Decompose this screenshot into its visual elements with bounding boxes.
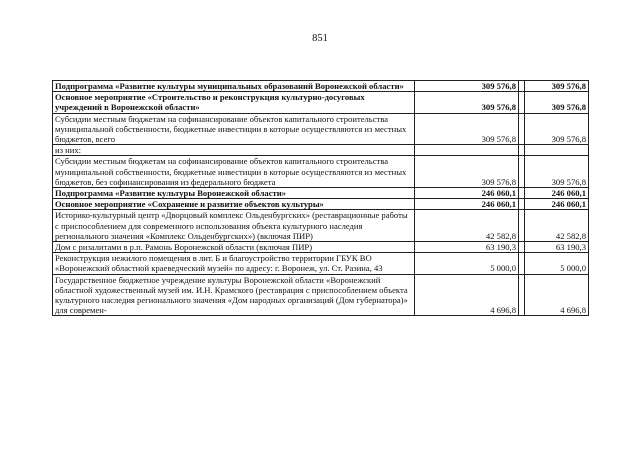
row-value-cell: 246 060,1 (415, 188, 519, 199)
table-row (53, 81, 589, 92)
table-row (53, 210, 589, 242)
table-row (53, 145, 589, 156)
table-row (53, 274, 589, 316)
row-total-cell: 246 060,1 (525, 188, 589, 199)
row-total-cell: 4 696,8 (525, 274, 589, 316)
budget-table-body (53, 81, 589, 316)
row-value-cell: 309 576,8 (415, 113, 519, 145)
row-name-cell: Основное мероприятие «Сохранение и развитие объектов культуры» (53, 199, 415, 210)
table-row (53, 199, 589, 210)
row-value-cell: 42 582,8 (415, 210, 519, 242)
table-row (53, 113, 589, 145)
table-row (53, 253, 589, 274)
row-total-cell: 42 582,8 (525, 210, 589, 242)
table-row (53, 188, 589, 199)
row-name-cell: Государственное бюджетное учреждение культуры Воронежской области «Воронежский областной художественный музей им. И.Н. Крамского (реставрация с приспособлением объекта культурного наследия регионального значения «Дом народных организаций (Дом губернатора)» для современ- (53, 274, 415, 316)
row-value-cell: 309 576,8 (415, 92, 519, 113)
table-row (53, 156, 589, 188)
row-name-cell: Подпрограмма «Развитие культуры Воронежской области» (53, 188, 415, 199)
row-value-cell: 309 576,8 (415, 81, 519, 92)
row-name-cell: Субсидии местным бюджетам на софинансирование объектов капитального строительства муниципальной собственности, бюджетные инвестиции в которые осуществляются из местных бюджетов, всего (53, 113, 415, 145)
row-value-cell: 5 000,0 (415, 253, 519, 274)
row-value-cell: 4 696,8 (415, 274, 519, 316)
row-value-cell: 63 190,3 (415, 242, 519, 253)
row-name-cell: Реконструкция нежилого помещения в лит. Б и благоустройство территории ГБУК ВО «Воронежский областной краеведческий музей» по адресу: г. Воронеж, ул. Ст. Разина, 43 (53, 253, 415, 274)
row-total-cell: 5 000,0 (525, 253, 589, 274)
row-name-cell: Субсидии местным бюджетам на софинансирование объектов капитального строительства муниципальной собственности, бюджетные инвестиции в которые осуществляются из местных бюджетов, без софинансирования из федерального бюджета (53, 156, 415, 188)
table-row (53, 92, 589, 113)
row-total-cell: 309 576,8 (525, 113, 589, 145)
row-total-cell (525, 145, 589, 156)
table-row (53, 242, 589, 253)
row-total-cell: 246 060,1 (525, 199, 589, 210)
row-name-cell: Дом с ризалитами в р.п. Рамонь Воронежской области (включая ПИР) (53, 242, 415, 253)
budget-table (52, 80, 589, 316)
row-total-cell: 309 576,8 (525, 92, 589, 113)
row-name-cell: Историко-культурный центр «Дворцовый комплекс Ольденбургских» (реставрационные работы с приспособлением для современного использования объекта культурного наследия регионального значения «Комплекс Ольденбургских») (включая ПИР) (53, 210, 415, 242)
row-value-cell (415, 145, 519, 156)
row-total-cell: 309 576,8 (525, 156, 589, 188)
row-name-cell: из них: (53, 145, 415, 156)
row-total-cell: 63 190,3 (525, 242, 589, 253)
row-value-cell: 309 576,8 (415, 156, 519, 188)
row-total-cell: 309 576,8 (525, 81, 589, 92)
row-name-cell: Подпрограмма «Развитие культуры муниципальных образований Воронежской области» (53, 81, 415, 92)
page-number: 851 (312, 33, 328, 44)
row-value-cell: 246 060,1 (415, 199, 519, 210)
row-name-cell: Основное мероприятие «Строительство и реконструкция культурно-досуговых учреждений в Воронежской области» (53, 92, 415, 113)
